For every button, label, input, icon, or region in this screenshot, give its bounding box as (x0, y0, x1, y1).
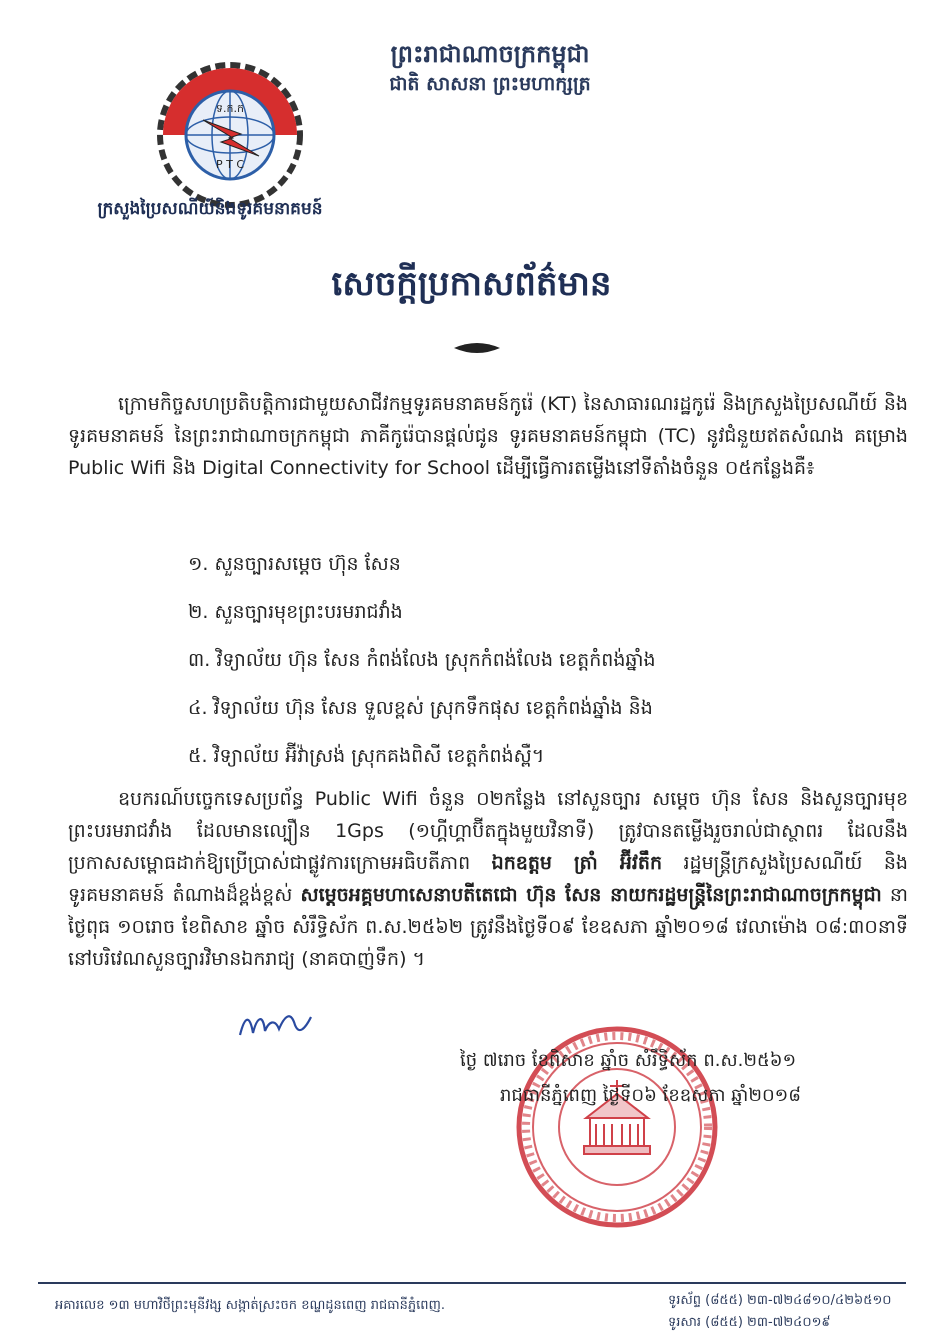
footer-address: អគារលេខ ១៣ មហាវិថីព្រះមុនីវង្ស សង្កាត់ស្រះចក ខណ្ឌដូនពេញ រាជធានីភ្នំពេញ. (55, 1298, 445, 1313)
ministry-logo (155, 60, 305, 210)
minister-name: ឯកឧត្តម ត្រាំ អ៊ីវតឹក (491, 852, 663, 874)
logo-text-top: ទ.ក.ក (216, 102, 244, 115)
solar-date: រាជធានីភ្នំពេញ ថ្ងៃទី០៦ ខែឧសភា ឆ្នាំ២០១៨ (500, 1085, 802, 1106)
logo-text-bottom: P T C (215, 158, 245, 171)
kingdom-name: ព្រះរាជាណាចក្រកម្ពុជា (390, 40, 590, 68)
footer-contacts (668, 1290, 892, 1334)
footer-phone: ទូរស័ព្ទ (៨៥៥) ២៣-៧២៤៨១០/៤២៦៥១០ (668, 1293, 892, 1308)
footer-fax: ទូរសារ (៨៥៥) ២៣-៧២៤០១៩ (668, 1315, 831, 1330)
list-item: ៤. វិទ្យាល័យ ហ៊ុន សែន ទួលខ្ពស់ ស្រុកទឹកផុស ខេត្តកំពង់ឆ្នាំង និង (188, 697, 653, 719)
ministry-name: ក្រសួងប្រៃសណីយ៍និងទូរគមនាគមន៍ (97, 199, 323, 219)
list-item: ២. សួនច្បារមុខព្រះបរមរាជវាំង (188, 601, 403, 623)
body-text-3: នាថ្ងៃពុធ ១០រោច ខែពិសាខ ឆ្នាំច សំរឹទ្ធិស័ក ព.ស.២៥៦២ ត្រូវនឹងថ្ងៃទី០៩ ខែឧសភា ឆ្នាំ២០១៨ វេលាម៉ោង ០៨:៣០នាទី នៅបរិវេណសួនច្បារវិមានឯករាជ្យ (នាគបាញ់ទឹក) ។ (68, 884, 908, 970)
ornament-divider (452, 338, 502, 358)
page-title: សេចក្តីប្រកាសព័ត៌មាន (331, 264, 612, 304)
location-list (188, 540, 888, 780)
body-paragraph (68, 783, 908, 975)
intro-paragraph: ក្រោមកិច្ចសហប្រតិបត្តិការជាមួយសាជីវកម្មទូរគមនាគមន៍កូរ៉េ (KT) នៃសាធារណរដ្ឋកូរ៉េ និងក្រសួងប្រៃសណីយ៍ និង ទូរគមនាគមន៍ នៃព្រះរាជាណាចក្រកម្ពុជា ភាគីកូរ៉េបានផ្តល់ជូន ទូរគមនាគមន៍កម្ពុជា (TC) នូវជំនួយឥតសំណង គម្រោង Public Wifi និង Digital Connectivity for School ដើម្បីធ្វើការតម្លើងនៅទីតាំងចំនួន ០៥កន្លែងគឺ៖ (68, 393, 908, 479)
footer-divider (38, 1282, 906, 1284)
list-item: ៣. វិទ្យាល័យ ហ៊ុន សែន កំពង់លែង ស្រុកកំពង់លែង ខេត្តកំពង់ឆ្នាំង (188, 649, 656, 671)
list-item: ៥. វិទ្យាល័យ អ៊ីវ៉ាស្រង់ ស្រុកគងពិសី ខេត្តកំពង់ស្ពឺ។ (188, 745, 545, 767)
national-motto: ជាតិ សាសនា ព្រះមហាក្សត្រ (389, 73, 591, 95)
lunar-date: ថ្ងៃ ៧រោច ខែពិសាខ ឆ្នាំច សំរឹទ្ធិស័ក ព.ស.២៥៦១ (460, 1050, 797, 1071)
body-text-2: រដ្ឋមន្ត្រីក្រសួងប្រៃសណីយ៍ និងទូរគមនាគមន៍ តំណាងដ៏ខ្ពង់ខ្ពស់ (68, 852, 908, 906)
kingdom-header (300, 38, 680, 98)
prime-minister-name: សម្តេចអគ្គមហាសេនាបតីតេជោ ហ៊ុន សែន នាយករដ្ឋមន្ត្រីនៃព្រះរាជាណាចក្រកម្ពុជា (300, 884, 882, 906)
body-text-1: ឧបករណ៍បច្ចេកទេសប្រព័ន្ធ Public Wifi ចំនួន ០២កន្លែង នៅសួនច្បារ សម្តេច ហ៊ុន សែន និងសួនច្បារមុខព្រះបរមរាជវាំង ដែលមានល្បឿន 1Gps (១ហ្គីហ្គាប៊ីតក្នុងមួយវិនាទី) ត្រូវបានតម្លើងរួចរាល់ជាស្ថាពរ ដែលនឹងប្រកាសសម្ពោធដាក់ឱ្យប្រើប្រាស់ជាផ្លូវការក្រោមអធិបតីភាព (68, 788, 908, 874)
handwritten-signature (235, 1005, 315, 1045)
list-item: ១. សួនច្បារសម្តេច ហ៊ុន សែន (188, 553, 401, 575)
